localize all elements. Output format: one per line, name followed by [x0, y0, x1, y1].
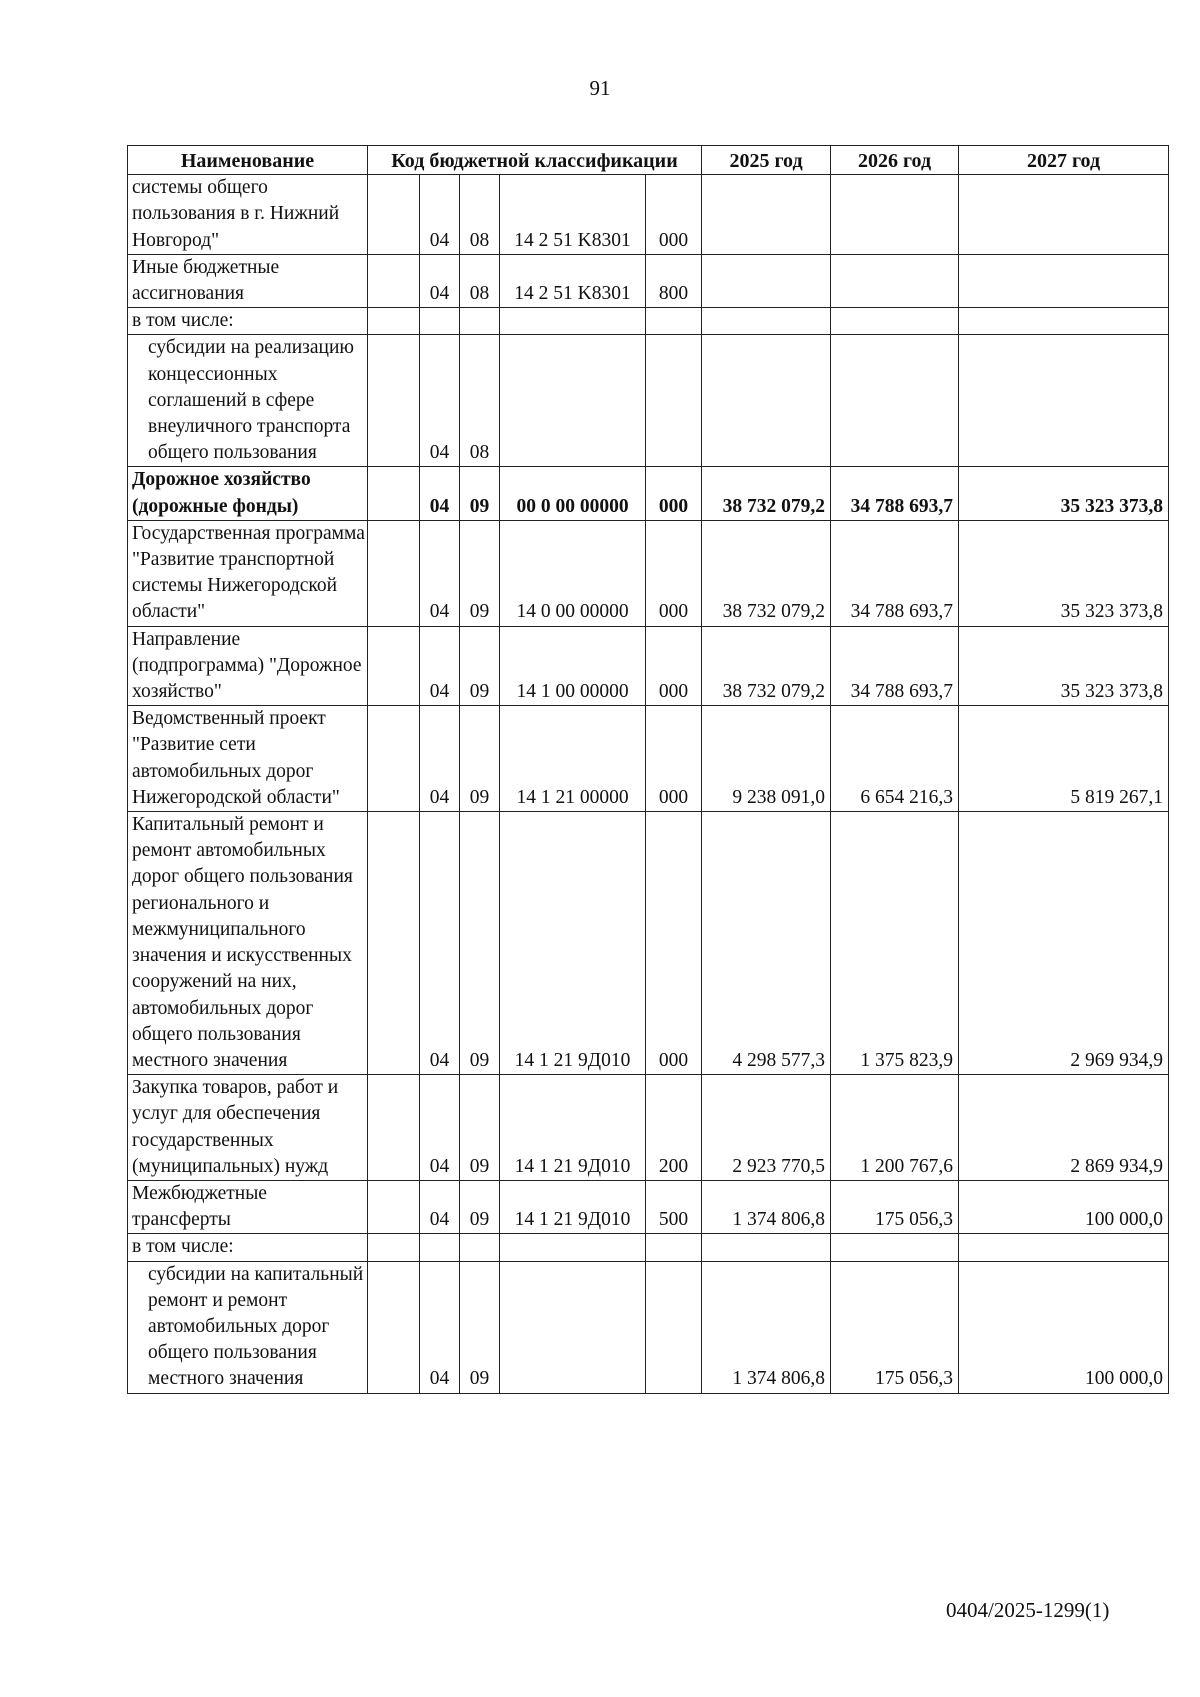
row-value-2027: [959, 308, 1169, 335]
table-body: [128, 175, 1169, 1393]
empty-cell: [368, 812, 420, 1075]
row-name: Капитальный ремонт и ремонт автомобильных дорог общего пользования регионального и межмуниципального значения и искусственных сооружений на них, автомобильных дорог общего пользования местного значения: [128, 812, 368, 1075]
row-value-2027: 2 869 934,9: [959, 1075, 1169, 1181]
row-podrazdel: 09: [460, 1180, 500, 1233]
page-number: 91: [589, 76, 611, 100]
row-vr: 200: [646, 1075, 702, 1181]
row-name: Иные бюджетные ассигнования: [128, 254, 368, 307]
row-value-2025: [702, 175, 831, 255]
row-value-2026: 1 375 823,9: [831, 812, 959, 1075]
row-value-2027: 100 000,0: [959, 1261, 1169, 1393]
empty-cell: [368, 1075, 420, 1181]
row-value-2027: [959, 335, 1169, 467]
row-csr: 14 2 51 K8301: [500, 175, 646, 255]
row-razdel: 04: [420, 1261, 460, 1393]
row-name: в том числе:: [128, 308, 368, 335]
row-csr: [500, 1234, 646, 1261]
empty-cell: [368, 1261, 420, 1393]
row-value-2027: 35 323 373,8: [959, 467, 1169, 520]
row-value-2026: 34 788 693,7: [831, 520, 959, 626]
row-name: Направление (подпрограмма) "Дорожное хозяйство": [128, 626, 368, 706]
row-razdel: [420, 308, 460, 335]
row-razdel: 04: [420, 467, 460, 520]
empty-cell: [368, 335, 420, 467]
row-razdel: 04: [420, 812, 460, 1075]
row-podrazdel: 09: [460, 706, 500, 812]
header-code: Код бюджетной классификации: [368, 146, 702, 175]
empty-cell: [368, 308, 420, 335]
row-name: в том числе:: [128, 1234, 368, 1261]
row-vr: 000: [646, 467, 702, 520]
row-razdel: 04: [420, 626, 460, 706]
row-name: Дорожное хозяйство (дорожные фонды): [128, 467, 368, 520]
row-vr: 000: [646, 812, 702, 1075]
row-razdel: 04: [420, 1075, 460, 1181]
row-vr: 000: [646, 706, 702, 812]
row-value-2025: [702, 1234, 831, 1261]
empty-cell: [368, 254, 420, 307]
row-value-2025: 1 374 806,8: [702, 1261, 831, 1393]
row-vr: [646, 335, 702, 467]
row-csr: [500, 308, 646, 335]
budget-table-container: [127, 145, 1168, 1394]
row-razdel: 04: [420, 175, 460, 255]
row-value-2027: 5 819 267,1: [959, 706, 1169, 812]
row-value-2026: 34 788 693,7: [831, 467, 959, 520]
row-csr: 14 2 51 K8301: [500, 254, 646, 307]
row-value-2025: 1 374 806,8: [702, 1180, 831, 1233]
row-value-2027: 100 000,0: [959, 1180, 1169, 1233]
row-csr: [500, 335, 646, 467]
table-row: [128, 335, 1169, 467]
header-2027: 2027 год: [959, 146, 1169, 175]
table-row: [128, 308, 1169, 335]
row-podrazdel: 08: [460, 254, 500, 307]
row-csr: [500, 1261, 646, 1393]
row-podrazdel: 09: [460, 1075, 500, 1181]
row-vr: [646, 1234, 702, 1261]
row-razdel: 04: [420, 254, 460, 307]
table-row: [128, 706, 1169, 812]
table-header-row: [128, 146, 1169, 175]
header-2026: 2026 год: [831, 146, 959, 175]
row-value-2026: 175 056,3: [831, 1180, 959, 1233]
row-value-2026: 6 654 216,3: [831, 706, 959, 812]
row-value-2025: 38 732 079,2: [702, 467, 831, 520]
row-csr: 14 1 21 00000: [500, 706, 646, 812]
row-vr: 800: [646, 254, 702, 307]
table-row: [128, 626, 1169, 706]
row-value-2025: 38 732 079,2: [702, 626, 831, 706]
row-csr: 14 0 00 00000: [500, 520, 646, 626]
row-razdel: 04: [420, 520, 460, 626]
header-name: Наименование: [128, 146, 368, 175]
row-vr: 000: [646, 175, 702, 255]
row-value-2027: [959, 175, 1169, 255]
budget-table: [127, 145, 1169, 1394]
row-podrazdel: 09: [460, 467, 500, 520]
table-row: [128, 467, 1169, 520]
row-podrazdel: [460, 1234, 500, 1261]
row-podrazdel: 08: [460, 335, 500, 467]
row-podrazdel: [460, 308, 500, 335]
row-value-2027: 35 323 373,8: [959, 626, 1169, 706]
row-vr: 000: [646, 520, 702, 626]
row-podrazdel: 09: [460, 626, 500, 706]
empty-cell: [368, 175, 420, 255]
row-value-2026: [831, 254, 959, 307]
row-vr: [646, 308, 702, 335]
row-name: Ведомственный проект "Развитие сети автомобильных дорог Нижегородской области": [128, 706, 368, 812]
row-name: Закупка товаров, работ и услуг для обеспечения государственных (муниципальных) нужд: [128, 1075, 368, 1181]
row-csr: 00 0 00 00000: [500, 467, 646, 520]
row-name: субсидии на реализацию концессионных соглашений в сфере внеуличного транспорта общего пользования: [128, 335, 368, 467]
table-row: [128, 1180, 1169, 1233]
document-number: 0404/2025-1299(1): [946, 1598, 1110, 1622]
row-value-2027: 35 323 373,8: [959, 520, 1169, 626]
empty-cell: [368, 520, 420, 626]
table-row: [128, 812, 1169, 1075]
row-csr: 14 1 21 9Д010: [500, 1180, 646, 1233]
row-value-2026: 1 200 767,6: [831, 1075, 959, 1181]
table-row: [128, 1075, 1169, 1181]
row-csr: 14 1 21 9Д010: [500, 1075, 646, 1181]
row-value-2026: 34 788 693,7: [831, 626, 959, 706]
row-value-2025: 2 923 770,5: [702, 1075, 831, 1181]
row-vr: 500: [646, 1180, 702, 1233]
empty-cell: [368, 1180, 420, 1233]
row-value-2025: [702, 308, 831, 335]
row-value-2025: [702, 254, 831, 307]
empty-cell: [368, 706, 420, 812]
table-row: [128, 1261, 1169, 1393]
row-value-2026: [831, 308, 959, 335]
row-value-2027: [959, 1234, 1169, 1261]
row-name: субсидии на капитальный ремонт и ремонт автомобильных дорог общего пользования местного значения: [128, 1261, 368, 1393]
row-value-2026: 175 056,3: [831, 1261, 959, 1393]
row-value-2026: [831, 1234, 959, 1261]
row-vr: 000: [646, 626, 702, 706]
row-value-2025: 38 732 079,2: [702, 520, 831, 626]
row-razdel: 04: [420, 706, 460, 812]
row-name: Межбюджетные трансферты: [128, 1180, 368, 1233]
row-value-2025: 9 238 091,0: [702, 706, 831, 812]
row-value-2025: [702, 335, 831, 467]
table-row: [128, 1234, 1169, 1261]
empty-cell: [368, 626, 420, 706]
row-razdel: 04: [420, 1180, 460, 1233]
row-podrazdel: 09: [460, 1261, 500, 1393]
row-name: Государственная программа "Развитие транспортной системы Нижегородской области": [128, 520, 368, 626]
header-2025: 2025 год: [702, 146, 831, 175]
row-value-2026: [831, 335, 959, 467]
row-razdel: [420, 1234, 460, 1261]
row-value-2027: 2 969 934,9: [959, 812, 1169, 1075]
row-podrazdel: 09: [460, 520, 500, 626]
table-row: [128, 254, 1169, 307]
table-row: [128, 520, 1169, 626]
empty-cell: [368, 1234, 420, 1261]
row-podrazdel: 09: [460, 812, 500, 1075]
row-value-2026: [831, 175, 959, 255]
row-razdel: 04: [420, 335, 460, 467]
row-name: системы общего пользования в г. Нижний Новгород": [128, 175, 368, 255]
row-vr: [646, 1261, 702, 1393]
row-podrazdel: 08: [460, 175, 500, 255]
row-csr: 14 1 00 00000: [500, 626, 646, 706]
table-row: [128, 175, 1169, 255]
row-value-2025: 4 298 577,3: [702, 812, 831, 1075]
empty-cell: [368, 467, 420, 520]
row-csr: 14 1 21 9Д010: [500, 812, 646, 1075]
row-value-2027: [959, 254, 1169, 307]
